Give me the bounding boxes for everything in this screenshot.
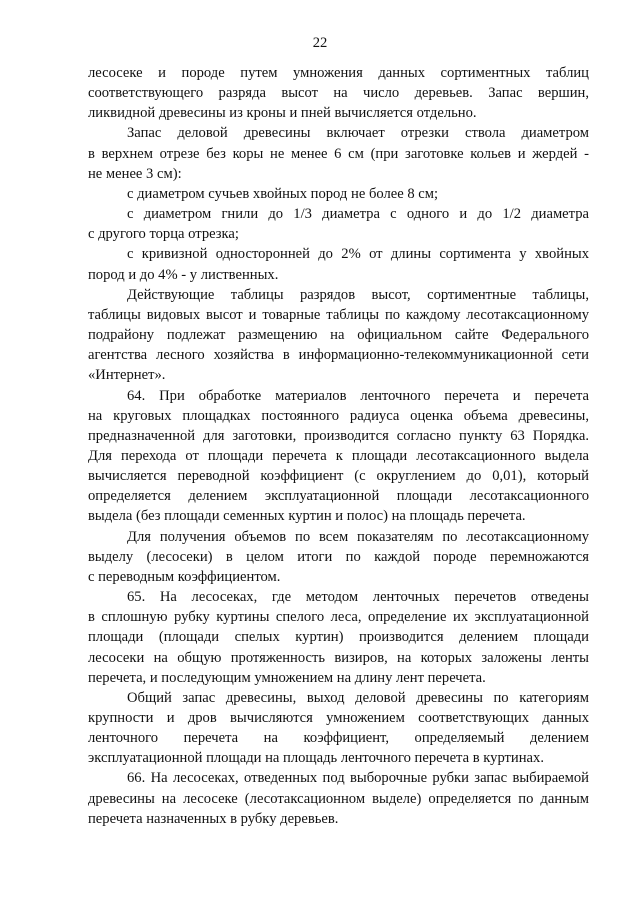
text-line: Запас деловой древесины включает отрезки ствола диаметром (127, 125, 589, 142)
text-line: ликвидной древесины из кроны и пней вычисляется отдельно. (88, 105, 477, 122)
text-line: лесосеке и породе путем умножения данных сортиментных таблиц (88, 65, 589, 81)
paragraph (88, 688, 589, 769)
text-line: площади (площади спелых куртин) производится делением площади (88, 629, 589, 646)
text-line: пород и до 4% - у лиственных. (88, 266, 279, 283)
text-line: «Интернет». (88, 367, 166, 384)
document-body (88, 63, 589, 829)
paragraph (88, 63, 589, 123)
paragraph (88, 587, 589, 688)
text-line: перечета, и последующим умножением на длину лент перечета. (88, 669, 486, 686)
text-line: определяется делением эксплуатационной площади лесотаксационного (88, 488, 589, 505)
text-line: 65. На лесосеках, где методом ленточных перечетов отведены (127, 589, 589, 606)
paragraph (88, 123, 589, 183)
text-line: 66. На лесосеках, отведенных под выборочные рубки запас выбираемой (127, 770, 589, 787)
text-line: с диаметром сучьев хвойных пород не более 8 см; (127, 185, 439, 202)
text-line: Для получения объемов по всем показателям по лесотаксационному (127, 528, 589, 545)
text-line: Действующие таблицы разрядов высот, сортиментные таблицы, (127, 286, 589, 303)
paragraph (88, 244, 589, 284)
text-line: крупности и дров вычисляются умножением соответствующих данных (88, 710, 589, 726)
text-line: таблицы видовых высот и товарные таблицы по каждому лесотаксационному (88, 306, 589, 323)
paragraph (88, 527, 589, 587)
text-line: с диаметром гнили до 1/3 диаметра с одного и до 1/2 диаметра (127, 206, 589, 223)
text-line: агентства лесного хозяйства в информационно-телекоммуникационной сети (88, 347, 589, 364)
text-line: соответствующего разряда высот на число деревьев. Запас вершин, (88, 85, 589, 102)
text-line: перечета назначенных в рубку деревьев. (88, 810, 339, 827)
text-line: предназначенной для заготовки, производится согласно пункту 63 Порядка. (88, 427, 589, 444)
text-line: подрайону подлежат размещению на официальном сайте Федерального (88, 327, 589, 344)
text-line: в верхнем отрезе без коры не менее 6 см (при заготовке кольев и жердей - (88, 145, 589, 162)
text-line: лесосеки на общую протяженность визиров, на которых заложены ленты (88, 649, 589, 666)
paragraph (88, 285, 589, 386)
text-line: не менее 3 см): (88, 165, 182, 182)
paragraph (88, 768, 589, 828)
text-line: эксплуатационной площади на площадь ленточного перечета в куртинах. (88, 750, 544, 767)
text-line: ленточного перечета на коэффициент, определяемый делением (88, 730, 589, 747)
paragraph (88, 386, 589, 527)
text-line: выделу (лесосеки) в целом итоги по каждой породе перемножаются (88, 548, 589, 565)
text-line: с переводным коэффициентом. (88, 568, 281, 585)
paragraph (88, 204, 589, 244)
text-line: древесины на лесосеке (лесотаксационном выделе) определяется по данным (88, 790, 589, 807)
text-line: выдела (без площади семенных куртин и полос) на площадь перечета. (88, 508, 526, 525)
text-line: Общий запас древесины, выход деловой древесины по категориям (127, 689, 589, 706)
text-line: на круговых площадках постоянного радиуса оценка объема древесины, (88, 407, 589, 424)
text-line: с кривизной односторонней до 2% от длины сортимента у хвойных (127, 246, 589, 263)
text-line: с другого торца отрезка; (88, 226, 239, 243)
text-line: вычисляется переводной коэффициент (с округлением до 0,01), который (88, 468, 589, 485)
text-line: Для перехода от площади перечета к площади лесотаксационного выдела (88, 447, 589, 464)
text-line: 64. При обработке материалов ленточного перечета и перечета (127, 387, 589, 404)
paragraph (88, 184, 589, 204)
page-number: 22 (312, 35, 328, 51)
text-line: в сплошную рубку куртины спелого леса, определение их эксплуатационной (88, 609, 589, 626)
